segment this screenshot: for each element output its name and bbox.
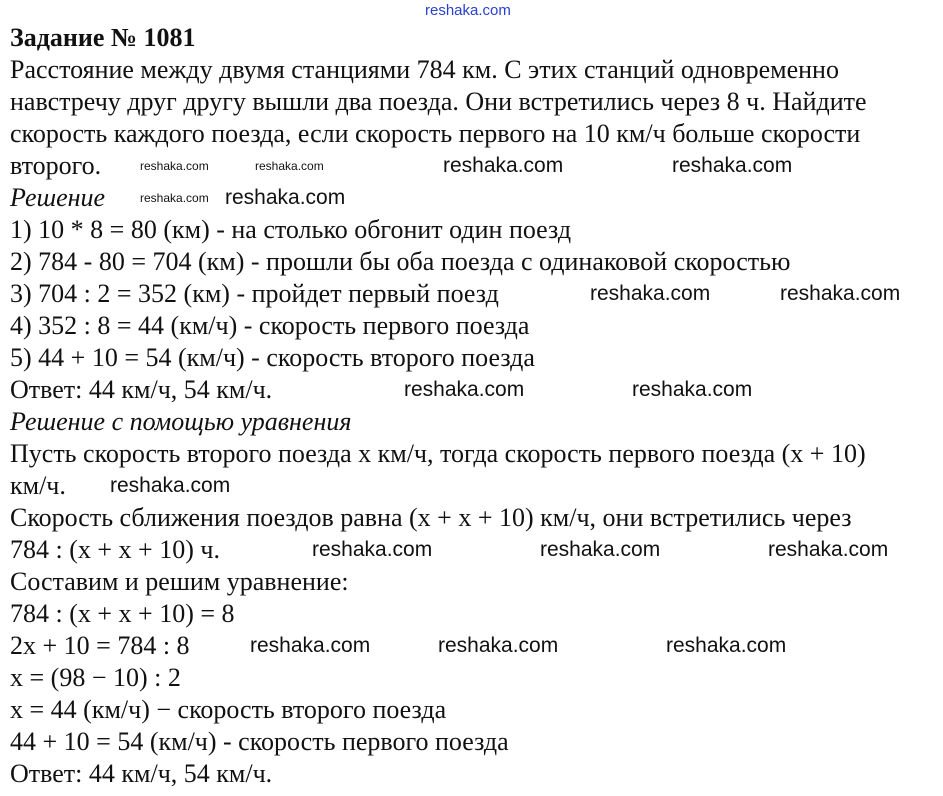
problem-line-text: второго. (10, 151, 102, 180)
equation-line (10, 694, 935, 726)
problem-line-text: скорость каждого поезда, если скорость первого на 10 км/ч больше скорости (10, 119, 861, 148)
watermark: reshaka.com (540, 538, 661, 561)
solution-line (10, 246, 935, 278)
task-title (10, 22, 935, 54)
equation-line (10, 470, 935, 502)
answer-line-text: Ответ: 44 км/ч, 54 км/ч. (10, 759, 273, 788)
equation-line-text: Составим и решим уравнение: (10, 567, 349, 596)
answer-line-text: Ответ: 44 км/ч, 54 км/ч. (10, 375, 273, 404)
solution-line-text: 1) 10 * 8 = 80 (км) - на столько обгонит один поезд (10, 215, 572, 244)
watermark: reshaka.com (768, 538, 889, 561)
solution-heading (10, 182, 935, 214)
watermark: reshaka.com (443, 154, 564, 177)
equation-line (10, 566, 935, 598)
watermark: reshaka.com (666, 634, 787, 657)
watermark: reshaka.com (632, 378, 753, 401)
equation-heading (10, 406, 935, 438)
solution-heading-text: Решение (10, 183, 106, 212)
equation-line (10, 726, 935, 758)
equation-line-text: Пусть скорость второго поезда х км/ч, тогда скорость первого поезда (х + 10) (10, 439, 866, 468)
watermark: reshaka.com (255, 159, 324, 173)
equation-heading-text: Решение с помощью уравнения (10, 407, 352, 436)
watermark: reshaka.com (312, 538, 433, 561)
problem-line-text: навстречу друг другу вышли два поезда. Они встретились через 8 ч. Найдите (10, 87, 867, 116)
problem-line-text: Расстояние между двумя станциями 784 км. С этих станций одновременно (10, 55, 839, 84)
equation-line-text: 784 : (х + х + 10) = 8 (10, 599, 235, 628)
equation-line (10, 438, 935, 470)
equation-line-text: км/ч. (10, 471, 66, 500)
problem-line (10, 118, 935, 150)
equation-line-text: 2х + 10 = 784 : 8 (10, 631, 190, 660)
watermark: reshaka.com (404, 378, 525, 401)
solution-line (10, 310, 935, 342)
problem-line (10, 150, 935, 182)
equation-line (10, 598, 935, 630)
equation-line (10, 630, 935, 662)
answer-line (10, 758, 935, 790)
watermark: reshaka.com (110, 474, 231, 497)
equation-line (10, 662, 935, 694)
task-title-text: Задание № 1081 (10, 23, 196, 52)
problem-line (10, 86, 935, 118)
equation-line-text: 784 : (х + х + 10) ч. (10, 535, 220, 564)
solution-line-text: 3) 704 : 2 = 352 (км) - пройдет первый поезд (10, 279, 499, 308)
problem-line (10, 54, 935, 86)
solution-line (10, 214, 935, 246)
solution-line-text: 4) 352 : 8 = 44 (км/ч) - скорость первого поезда (10, 311, 530, 340)
solution-line (10, 278, 935, 310)
watermark: reshaka.com (250, 634, 371, 657)
watermark: reshaka.com (590, 282, 711, 305)
watermark: reshaka.com (140, 191, 209, 205)
solution-line-text: 5) 44 + 10 = 54 (км/ч) - скорость второго поезда (10, 343, 535, 372)
answer-line (10, 374, 935, 406)
watermark: reshaka.com (140, 159, 209, 173)
equation-line (10, 502, 935, 534)
equation-line-text: х = (98 − 10) : 2 (10, 663, 181, 692)
document (10, 22, 935, 790)
watermark: reshaka.com (780, 282, 901, 305)
watermark: reshaka.com (425, 2, 511, 19)
solution-line-text: 2) 784 - 80 = 704 (км) - прошли бы оба поезда с одинаковой скоростью (10, 247, 791, 276)
equation-line-text: Скорость сближения поездов равна (х + х + 10) км/ч, они встретились через (10, 503, 852, 532)
watermark: reshaka.com (225, 186, 346, 209)
watermark: reshaka.com (672, 154, 793, 177)
solution-line (10, 342, 935, 374)
equation-line (10, 534, 935, 566)
equation-line-text: 44 + 10 = 54 (км/ч) - скорость первого поезда (10, 727, 509, 756)
equation-line-text: х = 44 (км/ч) − скорость второго поезда (10, 695, 447, 724)
watermark: reshaka.com (438, 634, 559, 657)
